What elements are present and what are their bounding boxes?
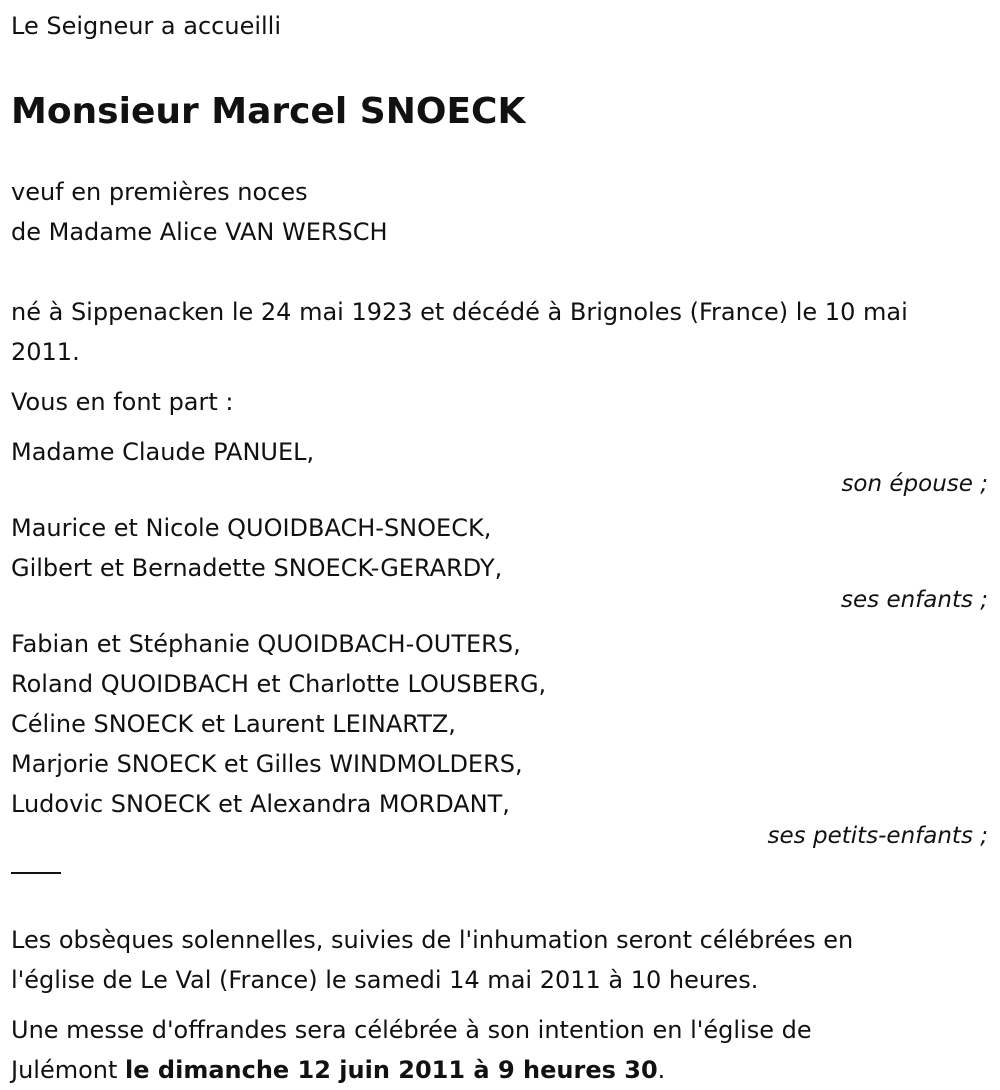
child-name: Maurice et Nicole QUOIDBACH-SNOECK, bbox=[11, 514, 492, 542]
funeral-line-1: Les obsèques solennelles, suivies de l'inhumation seront célébrées en bbox=[11, 926, 854, 954]
grandchild-name: Marjorie SNOECK et Gilles WINDMOLDERS, bbox=[11, 750, 523, 778]
mass-period: . bbox=[657, 1056, 666, 1084]
birth-death-line-1: né à Sippenacken le 24 mai 1923 et décédé à Brignoles (France) le 10 mai bbox=[11, 298, 908, 326]
grandchildren-relation: ses petits-enfants ; bbox=[767, 823, 988, 849]
spouse-name: Madame Claude PANUEL, bbox=[11, 438, 315, 466]
spouse-relation: son épouse ; bbox=[841, 471, 988, 497]
grandchild-name: Ludovic SNOECK et Alexandra MORDANT, bbox=[11, 790, 510, 818]
mass-line-1: Une messe d'offrandes sera célébrée à son intention en l'église de bbox=[11, 1016, 812, 1044]
children-relation: ses enfants ; bbox=[841, 587, 988, 613]
deceased-name: Monsieur Marcel SNOECK bbox=[11, 91, 526, 132]
children-group bbox=[11, 508, 990, 616]
intro-text: Le Seigneur a accueilli bbox=[11, 12, 282, 40]
grandchildren-group bbox=[11, 624, 990, 852]
grandchild-name: Roland QUOIDBACH et Charlotte LOUSBERG, bbox=[11, 670, 547, 698]
funeral-line-2: l'église de Le Val (France) le samedi 14 mai 2011 à 10 heures. bbox=[11, 966, 759, 994]
mass-line-2 bbox=[11, 1050, 990, 1090]
birth-death-line-2: 2011. bbox=[11, 338, 80, 366]
grandchild-name: Fabian et Stéphanie QUOIDBACH-OUTERS, bbox=[11, 630, 521, 658]
mass-place: Julémont bbox=[11, 1056, 126, 1084]
widowhood-line-2: de Madame Alice VAN WERSCH bbox=[11, 218, 388, 246]
separator-rule bbox=[11, 872, 61, 874]
spouse-group bbox=[11, 432, 990, 500]
announcement-text: Vous en font part : bbox=[11, 388, 234, 416]
widowhood-line-1: veuf en premières noces bbox=[11, 178, 308, 206]
mass-date: le dimanche 12 juin 2011 à 9 heures 30 bbox=[125, 1056, 658, 1084]
grandchild-name: Céline SNOECK et Laurent LEINARTZ, bbox=[11, 710, 456, 738]
child-name: Gilbert et Bernadette SNOECK-GERARDY, bbox=[11, 554, 503, 582]
